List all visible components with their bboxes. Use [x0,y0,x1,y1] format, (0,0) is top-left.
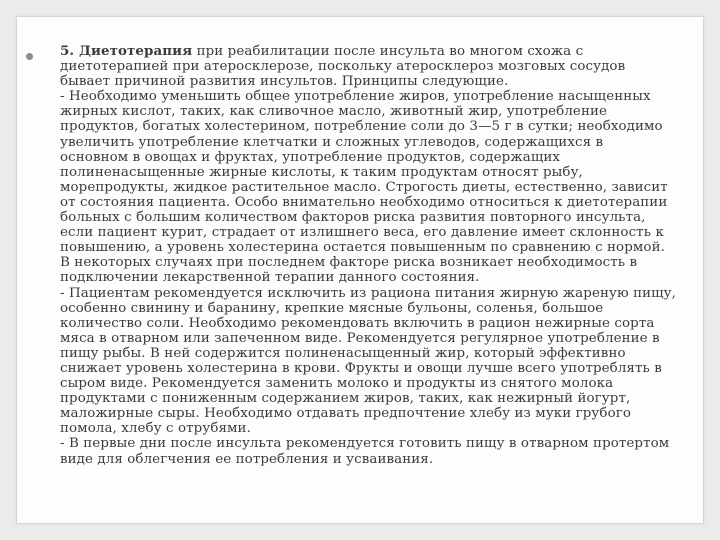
paragraph-line: виде для облегчения ее потребления и усваивания. [60,451,434,467]
paragraph-line: - Пациентам рекомендуется исключить из рациона питания жирную жареную пищу, [60,285,677,301]
paragraph-line: В некоторых случаях при последнем факторе риска возникает необходимость в [60,255,638,271]
paragraph-line: маложирные сыры. Необходимо отдавать предпочтение хлебу из муки грубого [60,406,632,422]
paragraph-line: если пациент курит, страдает от излишнего веса, его давление имеет склонность к [60,225,664,241]
diet-therapy-paragraph [60,44,680,467]
paragraph-line: продуктов, богатых холестерином, потребление соли до 3—5 г в сутки; необходимо [60,119,663,135]
paragraph-line: бывает причиной развития инсультов. Принципы следующие. [60,74,509,90]
paragraph-line: жирных кислот, таких, как сливочное масло, животный жир, употребление [60,104,608,120]
paragraph-line: особенно свинину и баранину, крепкие мясные бульоны, соленья, большое [60,300,604,316]
paragraph-line: повышению, а уровень холестерина остается повышенным по сравнению с нормой. [60,240,665,256]
paragraph-line: увеличить употребление клетчатки и сложных углеводов, содержащихся в [60,134,604,150]
section-heading: 5. Диетотерапия [60,43,193,59]
paragraph-line: - В первые дни после инсульта рекомендуется готовить пищу в отварном протертом [60,436,670,452]
paragraph-line: продуктами с пониженным содержанием жиров, таких, как нежирный йогурт, [60,391,631,407]
paragraph-line: мяса в отварном или запеченном виде. Рекомендуется регулярное употребление в [60,330,660,346]
paragraph-line: морепродукты, жидкое растительное масло. Строгость диеты, естественно, зависит [60,179,668,195]
paragraph-line: диетотерапией при атеросклерозе, поскольку атеросклероз мозговых сосудов [60,59,626,75]
bullet-icon [26,53,33,60]
paragraph-line: помола, хлебу с отрубями. [60,421,251,437]
paragraph-line: 5. Диетотерапия при реабилитации после инсульта во многом схожа с [60,43,584,59]
paragraph-line: основном в овощах и фруктах, употребление продуктов, содержащих [60,149,561,165]
paragraph-line: снижает уровень холестерина в крови. Фрукты и овощи лучше всего употреблять в [60,360,662,376]
paragraph-line: количество соли. Необходимо рекомендовать включить в рацион нежирные сорта [60,315,655,331]
paragraph-line: - Необходимо уменьшить общее употребление жиров, употребление насыщенных [60,89,651,105]
paragraph-line: подключении лекарственной терапии данного состояния. [60,270,480,286]
paragraph-line: полиненасыщенные жирные кислоты, к таким продуктам относят рыбу, [60,164,583,180]
paragraph-line: от состояния пациента. Особо внимательно необходимо относиться к диетотерапии [60,194,668,210]
paragraph-line: больных с большим количеством факторов риска развития повторного инсульта, [60,210,646,226]
paragraph-line: сыром виде. Рекомендуется заменить молоко и продукты из снятого молока [60,376,614,392]
paragraph-line: пищу рыбы. В ней содержится полиненасыщенный жир, который эффективно [60,345,626,361]
